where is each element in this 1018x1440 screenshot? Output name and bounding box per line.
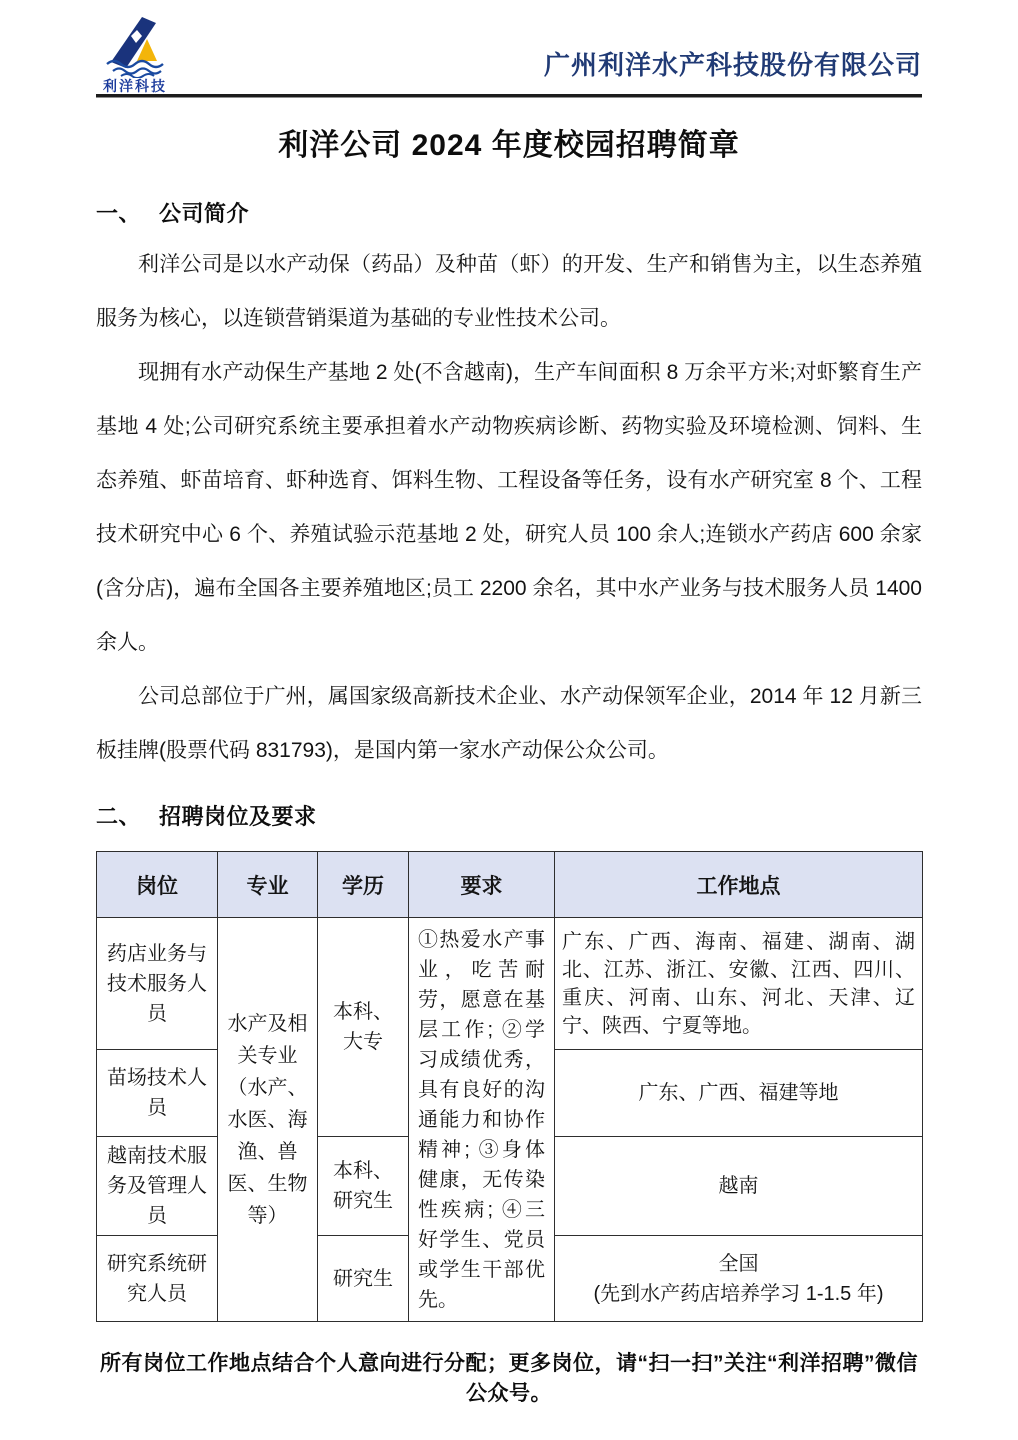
- cell-major-all: 水产及相关专业（水产、水医、海渔、兽医、生物等）: [218, 918, 318, 1322]
- cell-post-1: 药店业务与技术服务人员: [97, 918, 218, 1050]
- cell-location-2: 广东、广西、福建等地: [555, 1050, 923, 1137]
- company-intro-paragraph-2: 现拥有水产动保生产基地 2 处(不含越南)，生产车间面积 8 万余平方米;对虾繁育生产基地 4 处;公司研究系统主要承担着水产动物疾病诊断、药物实验及环境检测、饲料、生态养殖、虾苗培育、虾种选育、饵料生物、工程设备等任务，设有水产研究室 8 个、工程技术研究中心 6 个、养殖试验示范基地 2 处，研究人员 100 余人;连锁水产药店 600 余家(含分店)，遍布全国各主要养殖地区;员工 2200 余名，其中水产业务与技术服务人员 1400 余人。: [96, 361, 922, 654]
- header-rule: [96, 94, 922, 98]
- company-intro-paragraph-1: 利洋公司是以水产动保（药品）及种苗（虾）的开发、生产和销售为主，以生态养殖服务为核心，以连锁营销渠道为基础的专业性技术公司。: [96, 253, 922, 330]
- cell-degree-row-3: 本科、研究生: [318, 1137, 409, 1236]
- section-1-heading: [96, 197, 922, 228]
- company-intro: [96, 238, 922, 778]
- column-header-major: 专业: [218, 852, 318, 918]
- footer-note: 所有岗位工作地点结合个人意向进行分配；更多岗位，请“扫一扫”关注“利洋招聘”微信公众号。: [100, 1352, 918, 1405]
- page-header: [0, 0, 1018, 94]
- section-2-heading: [96, 800, 922, 831]
- section-1-title: 公司简介: [159, 201, 250, 226]
- company-logo: [96, 14, 174, 94]
- recruitment-table: [96, 851, 923, 1322]
- cell-location-1: 广东、广西、海南、福建、湖南、湖北、江苏、浙江、安徽、江西、四川、重庆、河南、山东、河北、天津、辽宁、陕西、宁夏等地。: [555, 918, 923, 1050]
- cell-requirements-all: ①热爱水产事业，吃苦耐劳，愿意在基层工作; ②学习成绩优秀，具有良好的沟通能力和协作精神; ③身体健康，无传染性疾病; ④三好学生、党员或学生干部优先。: [409, 918, 555, 1322]
- company-logo-icon: [99, 14, 171, 78]
- page-title: 利洋公司 2024 年度校园招聘简章: [278, 129, 740, 162]
- table-row: [97, 918, 923, 1050]
- company-name: 广州利洋水产科技股份有限公司: [543, 51, 922, 80]
- document-body: [0, 197, 1018, 1407]
- cell-post-2: 苗场技术人员: [97, 1050, 218, 1137]
- section-2-number: 二、: [96, 804, 142, 829]
- table-header-row: [97, 852, 923, 918]
- column-header-post: 岗位: [97, 852, 218, 918]
- cell-location-4-main: 全国: [718, 1252, 759, 1275]
- column-header-location: 工作地点: [555, 852, 923, 918]
- company-intro-paragraph-3: 公司总部位于广州，属国家级高新技术企业、水产动保领军企业，2014 年 12 月新三板挂牌(股票代码 831793)，是国内第一家水产动保公众公司。: [96, 685, 922, 762]
- section-1-number: 一、: [96, 201, 142, 226]
- cell-location-3: 越南: [555, 1137, 923, 1236]
- logo-caption: 利洋科技: [103, 78, 167, 94]
- cell-location-4: [555, 1236, 923, 1322]
- cell-location-4-note: (先到水产药店培养学习 1-1.5 年): [593, 1282, 884, 1305]
- cell-post-4: 研究系统研究人员: [97, 1236, 218, 1322]
- column-header-requirements: 要求: [409, 852, 555, 918]
- section-2-title: 招聘岗位及要求: [159, 804, 317, 829]
- cell-degree-rows-1-2: 本科、大专: [318, 918, 409, 1137]
- cell-post-3: 越南技术服务及管理人员: [97, 1137, 218, 1236]
- column-header-degree: 学历: [318, 852, 409, 918]
- cell-degree-row-4: 研究生: [318, 1236, 409, 1322]
